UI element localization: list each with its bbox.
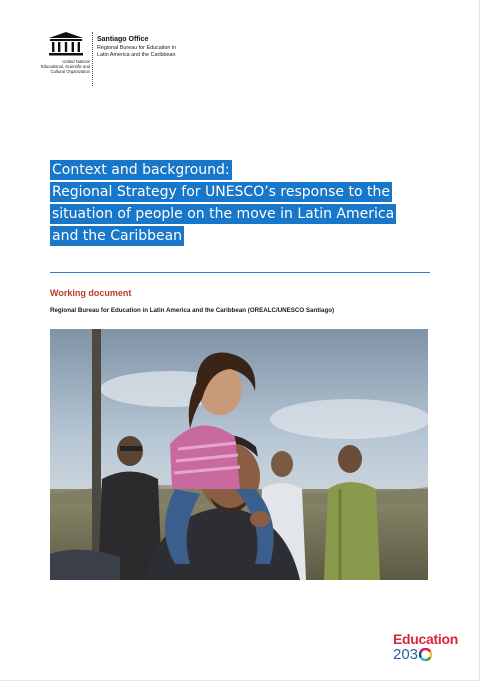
year-prefix: 203	[393, 646, 419, 663]
title-rule	[50, 272, 430, 273]
office-subtitle-line: Latin America and the Caribbean	[97, 51, 176, 58]
org-name-line: United Nations	[62, 59, 90, 64]
unesco-logo	[30, 32, 92, 90]
office-subtitle	[97, 45, 237, 59]
office-block	[97, 36, 237, 59]
header-divider	[92, 32, 93, 86]
org-name-line: Educational, Scientific and	[40, 64, 90, 69]
org-name-line: Cultural Organization	[50, 69, 90, 74]
org-name	[30, 59, 90, 74]
office-title: Santiago Office	[97, 36, 149, 43]
photo-of-man-carrying-child-icon	[50, 329, 428, 580]
title-line: Regional Strategy for UNESCO’s response to the	[52, 184, 390, 200]
education-word: Education	[393, 631, 458, 647]
title-line: situation of people on the move in Latin America	[52, 206, 395, 222]
title-line: and the Caribbean	[52, 228, 183, 244]
working-document-label: Working document	[50, 288, 132, 298]
education-2030-logo	[393, 632, 473, 672]
cover-photo	[50, 329, 428, 580]
education-year	[393, 647, 473, 662]
bureau-line: Regional Bureau for Education in Latin America and the Caribbean (OREALC/UNESCO Santiago)	[50, 307, 335, 314]
unesco-header	[30, 32, 230, 92]
office-subtitle-line: Regional Bureau for Education in	[97, 45, 177, 51]
sdg-ring-icon	[419, 648, 432, 661]
unesco-temple-icon	[49, 32, 83, 56]
document-title	[50, 160, 430, 248]
title-line: Context and background:	[52, 162, 230, 178]
